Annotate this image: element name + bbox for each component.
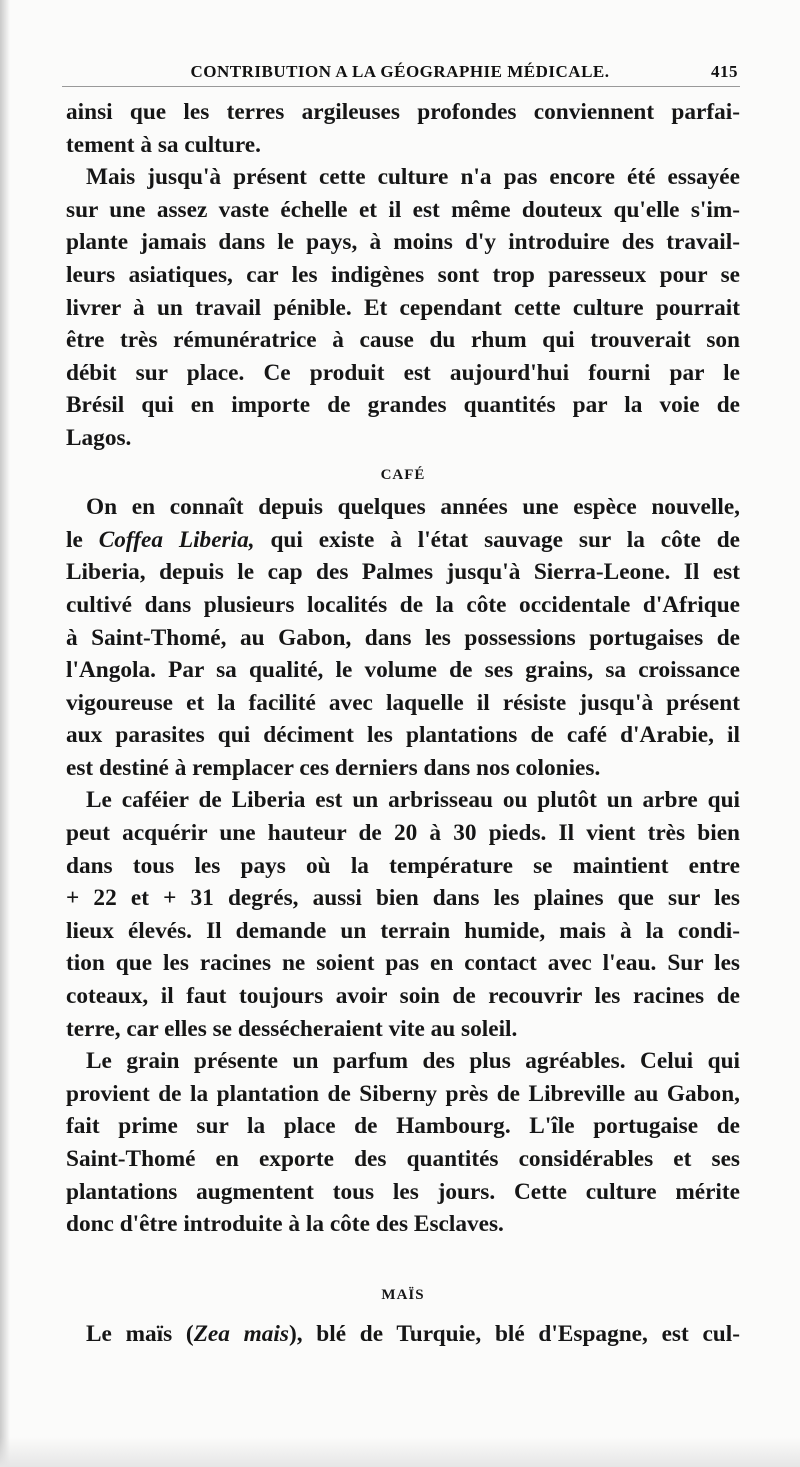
text-line: livrer à un travail pénible. Et cependant cette culture pourrait: [66, 294, 740, 321]
page-bottom-shadow: [0, 1437, 800, 1467]
text-line: est destiné à remplacer ces derniers dans nos colonies.: [66, 754, 601, 781]
text-line: Brésil qui en importe de grandes quantités par la voie de: [66, 392, 740, 419]
text-line: être très rémunératrice à cause du rhum qui trouverait son: [66, 327, 740, 354]
text-line: débit sur place. Ce produit est aujourd'hui fourni par le: [66, 359, 740, 386]
paragraph-continuation: [66, 96, 740, 161]
text-line: [66, 524, 740, 557]
text-line: à Saint-Thomé, au Gabon, dans les possessions portugaises de: [66, 624, 740, 651]
paragraph-cafeier: [66, 784, 740, 1045]
text-span: le: [66, 526, 99, 553]
header-rule: [62, 86, 740, 87]
text-line: Saint-Thomé en exporte des quantités considérables et ses: [66, 1146, 740, 1172]
text-span: ), blé de Turquie, blé d'Espagne, est cul-: [288, 1320, 740, 1347]
text-line: vigoureuse et la facilité avec laquelle il résiste jusqu'à présent: [66, 689, 740, 716]
text-line: dans tous les pays où la température se maintient entre: [66, 852, 740, 879]
page-number: 415: [711, 62, 738, 81]
text-line: tement à sa culture.: [66, 131, 261, 158]
text-line: plantations augmentent tous les jours. Cette culture mérite: [66, 1178, 740, 1205]
text-line: Le caféier de Liberia est un arbrisseau ou plutôt un arbre qui: [86, 787, 740, 814]
text-line: plante jamais dans le pays, à moins d'y introduire des travail-: [66, 229, 740, 256]
text-line: Liberia, depuis le cap des Palmes jusqu'à Sierra-Leone. Il est: [66, 559, 740, 586]
text-line: l'Angola. Par sa qualité, le volume de ses grains, sa croissance: [66, 657, 740, 684]
section-heading-mais: MAÏS: [381, 1286, 425, 1303]
running-header: [60, 62, 740, 86]
text-line: Lagos.: [66, 424, 132, 451]
text-line: Le grain présente un parfum des plus agréables. Celui qui: [86, 1048, 740, 1075]
text-span: qui existe à l'état sauvage sur la côte de: [254, 526, 740, 553]
text-line: tion que les racines ne soient pas en contact avec l'eau. Sur les: [66, 950, 740, 977]
paragraph-coffea-liberia: [66, 491, 740, 784]
paragraph-rum: [66, 161, 740, 454]
text-line: Mais jusqu'à présent cette culture n'a pas encore été essayée: [86, 164, 740, 191]
running-header-title: CONTRIBUTION A LA GÉOGRAPHIE MÉDICALE.: [190, 62, 610, 81]
text-line: lieux élevés. Il demande un terrain humide, mais à la condi-: [66, 917, 740, 944]
text-line: terre, car elles se dessécheraient vite au soleil.: [66, 1015, 518, 1042]
text-line: leurs asiatiques, car les indigènes sont trop paresseux pour se: [66, 261, 740, 288]
paragraph-grain: [66, 1045, 740, 1241]
text-line: peut acquérir une hauteur de 20 à 30 pieds. Il vient très bien: [66, 820, 740, 847]
text-line: cultivé dans plusieurs localités de la côte occidentale d'Afrique: [66, 591, 740, 618]
page-body: [66, 96, 740, 1350]
species-name: Coffea Liberia,: [98, 526, 255, 553]
text-line: fait prime sur la place de Hambourg. L'île portugaise de: [66, 1113, 740, 1140]
species-name: Zea mais: [193, 1320, 289, 1347]
text-line: donc d'être introduite à la côte des Esclaves.: [66, 1211, 504, 1238]
spacer: [66, 1241, 740, 1276]
text-line: coteaux, il faut toujours avoir soin de recouvrir les racines de: [66, 983, 740, 1010]
text-line: On en connaît depuis quelques années une espèce nouvelle,: [86, 494, 740, 521]
text-line: aux parasites qui déciment les plantations de café d'Arabie, il: [66, 722, 740, 749]
text-line: [66, 1318, 740, 1351]
text-line: + 22 et + 31 degrés, aussi bien dans les plaines que sur les: [66, 885, 740, 912]
text-line: provient de la plantation de Siberny près de Libreville au Gabon,: [66, 1080, 740, 1107]
section-heading-cafe: CAFÉ: [380, 466, 426, 483]
text-line: sur une assez vaste échelle et il est même douteux qu'elle s'im-: [66, 196, 740, 223]
page-gutter-shadow: [0, 0, 10, 1467]
text-line: ainsi que les terres argileuses profondes conviennent parfai-: [66, 99, 740, 125]
text-span: Le maïs (: [86, 1320, 194, 1347]
